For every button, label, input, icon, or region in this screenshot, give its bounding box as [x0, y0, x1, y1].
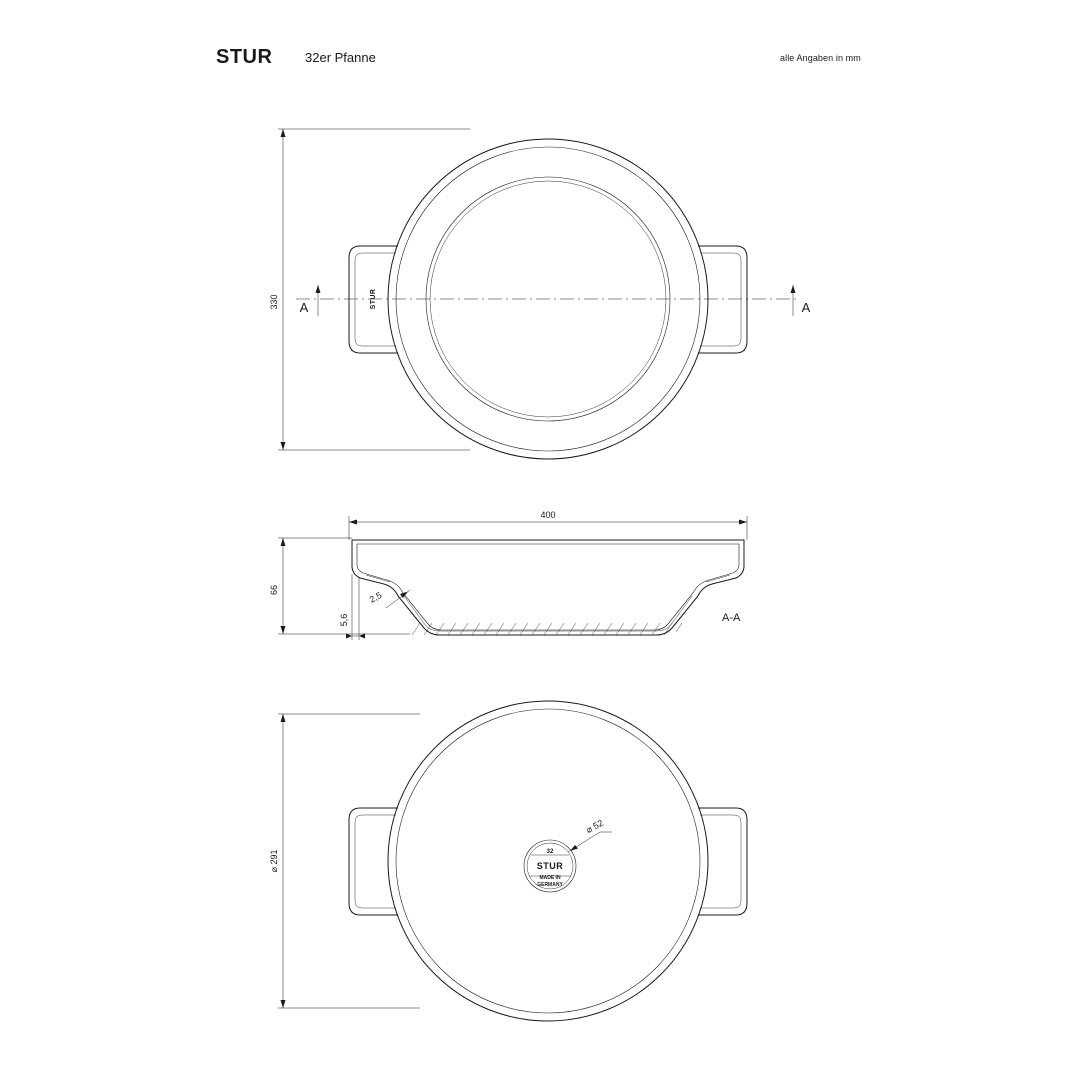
section-width-dimension [349, 510, 747, 540]
section-profile [352, 540, 744, 635]
rim-thickness-dimension [339, 574, 365, 640]
rim-thickness-value: 5,6 [339, 613, 349, 627]
units-note: alle Angaben in mm [780, 53, 861, 63]
stamp-diameter-value: ⌀ 52 [584, 817, 605, 835]
bottom-stamp [524, 840, 576, 892]
section-letter-right: A [801, 300, 811, 315]
brand-logo: STUR [216, 46, 273, 68]
bottom-diameter-value: ⌀ 291 [269, 849, 279, 873]
stamp-line2: GERMANY [537, 882, 563, 888]
section-hatching [412, 623, 682, 635]
section-mark-right [791, 285, 811, 316]
section-letter-left: A [299, 300, 309, 315]
handle-engraving: STUR [370, 288, 377, 310]
top-view-height-value: 330 [269, 294, 279, 310]
section-label: A-A [722, 612, 741, 624]
section-mark-left [300, 285, 321, 316]
stamp-size: 32 [546, 849, 554, 855]
wall-thickness-dimension [368, 590, 410, 608]
section-width-value: 400 [540, 510, 556, 520]
page-title: 32er Pfanne [305, 50, 376, 65]
wall-thickness-value: 2,5 [367, 589, 384, 605]
section-height-value: 66 [269, 584, 279, 596]
stamp-brand: STUR [536, 861, 564, 871]
bottom-view [269, 701, 747, 1021]
stamp-line1: MADE IN [539, 875, 561, 881]
stamp-diameter-dimension [568, 818, 612, 852]
section-view [269, 510, 747, 640]
top-view [269, 129, 811, 459]
bottom-diameter-dimension [269, 714, 420, 1008]
top-view-height-dimension [269, 129, 286, 450]
